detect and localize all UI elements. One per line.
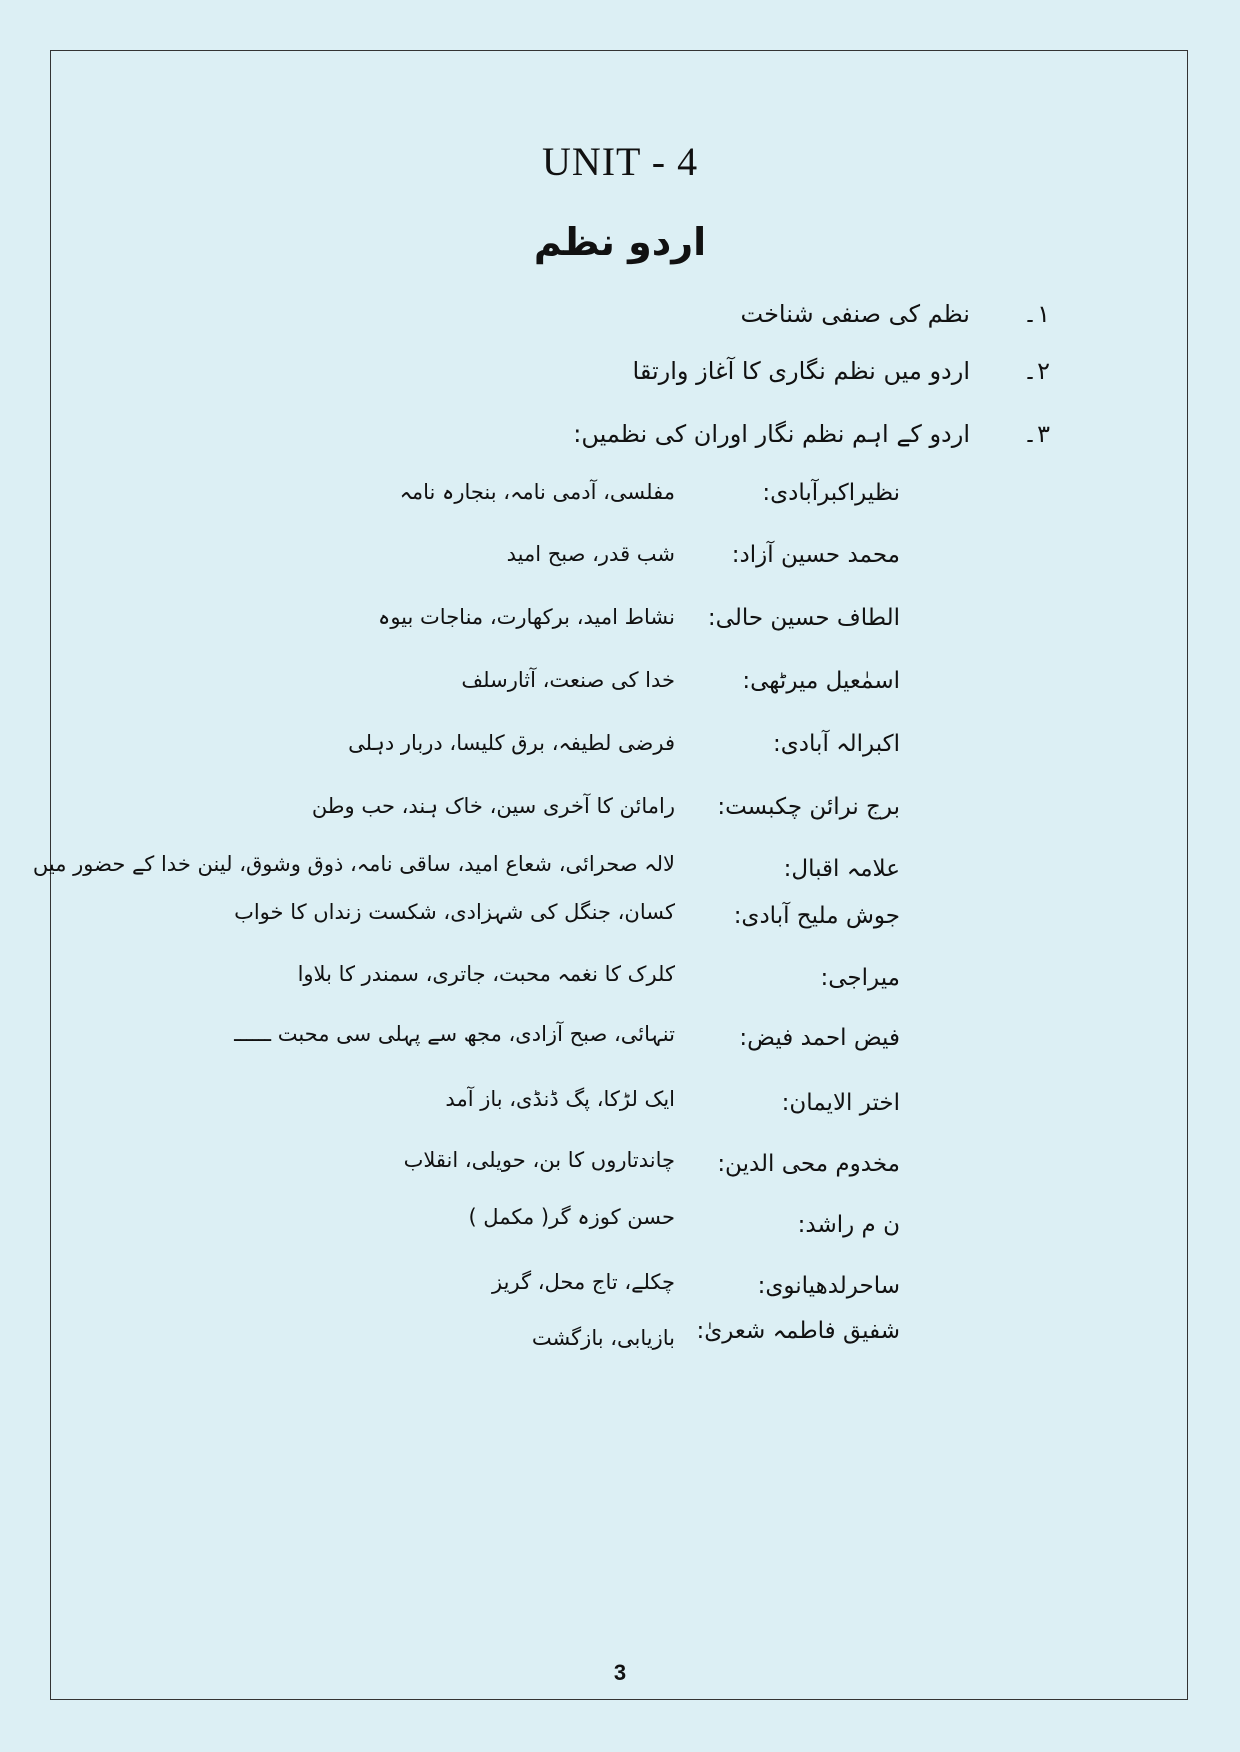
poet-name: شفیق فاطمہ شعریٰ:: [696, 1318, 900, 1344]
poet-works: کسان، جنگل کی شہزادی، شکست زنداں کا خواب: [234, 900, 675, 924]
poet-name: برج نرائن چکبست:: [717, 794, 900, 820]
section-text: اردو کے اہم نظم نگار اوران کی نظمیں:: [573, 420, 970, 448]
poet-name: نظیراکبرآبادی:: [762, 480, 900, 506]
poet-works: مفلسی، آدمی نامہ، بنجارہ نامہ: [399, 480, 675, 504]
poet-works: نشاط امید، برکھارت، مناجات بیوہ: [378, 605, 675, 629]
poet-works: لالہ صحرائی، شعاع امید، ساقی نامہ، ذوق وشوق، لینن خدا کے حضور میں: [32, 852, 675, 876]
poet-name: فیض احمد فیض:: [739, 1025, 900, 1051]
section-number: ۱۔: [1023, 300, 1050, 328]
poet-works: کلرک کا نغمہ محبت، جاتری، سمندر کا بلاوا: [297, 962, 675, 986]
poet-works: خدا کی صنعت، آثارسلف: [461, 668, 675, 692]
poet-works: چاندتاروں کا بن، حویلی، انقلاب: [403, 1148, 675, 1172]
section-number: ۳۔: [1023, 420, 1050, 448]
poet-works: بازیابی، بازگشت: [531, 1326, 675, 1350]
poet-name: اسمٰعیل میرٹھی:: [742, 668, 900, 694]
poet-name: اختر الایمان:: [781, 1090, 900, 1116]
section-item: [741, 300, 1051, 328]
urdu-title: اردو نظم: [533, 220, 707, 264]
section-text: اردو میں نظم نگاری کا آغاز وارتقا: [632, 357, 970, 385]
poet-name: علامہ اقبال:: [783, 856, 900, 882]
poet-name: ساحرلدھیانوی:: [757, 1273, 900, 1299]
poet-works: فرضی لطیفہ، برق کلیسا، دربار دہلی: [348, 731, 675, 755]
poet-works: رامائن کا آخری سین، خاک ہند، حب وطن: [311, 794, 675, 818]
poet-works: چکلے، تاج محل، گریز: [492, 1270, 675, 1294]
poet-works: شب قدر، صبح امید: [506, 542, 675, 566]
poet-name: اکبرالہ آبادی:: [773, 731, 900, 757]
section-text: نظم کی صنفی شناخت: [740, 300, 970, 328]
poet-name: محمد حسین آزاد:: [731, 542, 900, 568]
page-number: 3: [613, 1660, 627, 1685]
section-item: [573, 420, 1050, 448]
poet-name: ن م راشد:: [797, 1212, 900, 1238]
poet-works: ایک لڑکا، پگ ڈنڈی، باز آمد: [445, 1087, 675, 1111]
poet-works: تنہائی، صبح آزادی، مجھ سے پہلی سی محبت ــــــ: [234, 1022, 675, 1046]
poet-name: مخدوم محی الدین:: [717, 1151, 900, 1177]
poet-name: الطاف حسین حالی:: [707, 605, 900, 631]
poet-name: جوش ملیح آبادی:: [733, 903, 900, 929]
section-item: [633, 357, 1050, 385]
poet-name: میراجی:: [820, 965, 900, 991]
poet-works: حسن کوزہ گر( مکمل ): [468, 1205, 675, 1229]
section-number: ۲۔: [1023, 357, 1050, 385]
unit-title: UNIT - 4: [541, 139, 699, 184]
